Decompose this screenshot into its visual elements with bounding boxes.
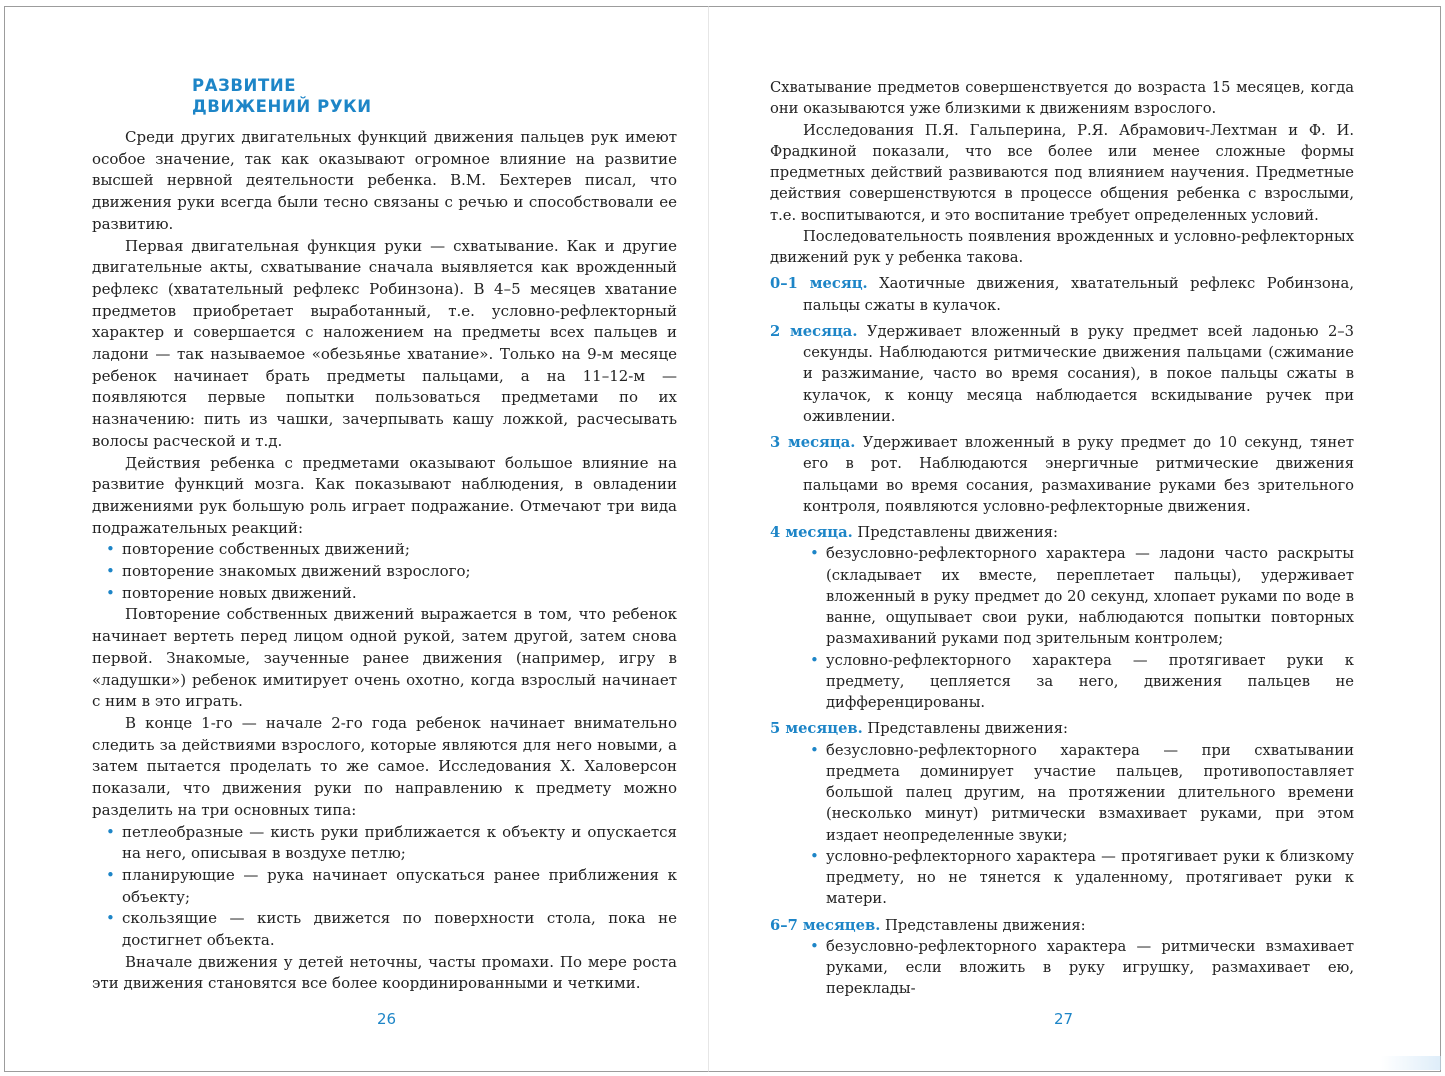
age-label: 0–1 месяц.	[770, 275, 868, 293]
movement-list	[770, 740, 1354, 910]
list-item: • повторение собственных движений;	[122, 539, 677, 561]
corner-shade	[1381, 1056, 1441, 1070]
paragraph: Действия ребенка с предметами оказывают большое влияние на развитие функций мозга. Как показывают наблюдения, в овладении движениями рук большую роль играет подражание. Отмечают три вида подражательных реакций:	[92, 453, 677, 537]
age-entry	[770, 321, 1354, 427]
paragraph: Первая двигательная функция руки — схватывание. Как и другие двигательные акты, схватывание сначала выявляется как врожденный рефлекс (хватательный рефлекс Робинзона). В 4–5 месяцев хватание предметов приобретает выработанный, т.е. условно-рефлекторный характер и совершается с наложением на предметы всех пальцев и ладони — так называемое «обезьянье хватание». Только на 9-м месяце ребенок начинает брать предметы пальцами, а на 11–12-м — появляются первые попытки пользоваться предметами по их назначению: пить из чашки, зачерпывать кашу ложкой, расчесывать волосы расческой и т.д.	[92, 236, 677, 450]
list-item: • условно-рефлекторного характера — протягивает руки к предмету, цепляется за него, движения пальцев не дифференцированы.	[826, 650, 1354, 714]
page-right	[708, 6, 1441, 1072]
age-description: Представлены движения:	[852, 524, 1058, 541]
paragraph: Среди других двигательных функций движения пальцев рук имеют особое значение, так как оказывают огромное влияние на развитие высшей нервной деятельности ребенка. В.М. Бехтерев писал, что движения руки всегда были тесно связаны с речью и способствовали ее развитию.	[92, 128, 677, 233]
age-description: Удерживает вложенный в руку предмет до 10 секунд, тянет его в рот. Наблюдаются энергичные ритмические движения пальцами во время сосания, размахивание руками без зрительного контроля, появляются условно-рефлекторные движения.	[803, 434, 1355, 515]
list-item: • петлеобразные — кисть руки приближается к объекту и опускается на него, описывая в воздухе петлю;	[122, 822, 677, 865]
age-entry	[770, 432, 1354, 517]
age-entry	[770, 273, 1354, 316]
age-label: 3 месяца.	[770, 434, 856, 451]
page-number: 27	[1054, 1010, 1074, 1028]
age-label: 5 месяцев.	[770, 720, 863, 738]
movement-list	[770, 543, 1354, 713]
list-item: • скользящие — кисть движется по поверхности стола, пока не достигнет объекта.	[122, 908, 677, 951]
age-description: Представлены движения:	[862, 720, 1069, 738]
movement-types-list	[92, 822, 677, 952]
age-label: 4 месяца.	[770, 524, 853, 541]
age-description: Удерживает вложенный в руку предмет всей ладонью 2–3 секунды. Наблюдаются ритмические движения пальцами (сжимание и разжимание, часто во время сосания), в покое пальцы сжаты в кулачок, к концу месяца наблюдается вскидывание ручек при оживлении.	[803, 322, 1354, 425]
imitation-list	[92, 539, 677, 604]
age-description: Хаотичные движения, хватательный рефлекс Робинзона, пальцы сжаты в кулачок.	[803, 275, 1354, 314]
paragraph: Повторение собственных движений выражается в том, что ребенок начинает вертеть перед лицом одной рукой, затем другой, затем снова первой. Знакомые, заученные ранее движения (например, игру в «ладушки») ребенок имитирует очень охотно, когда взрослый начинает с ним в это играть.	[92, 605, 677, 711]
list-item: • повторение новых движений.	[122, 583, 677, 605]
paragraph: В конце 1-го — начале 2-го года ребенок начинает внимательно следить за действиями взрослого, которые являются для него новыми, а затем пытается проделать то же самое. Исследования Х. Халоверсон показали, что движения руки по направлению к предмету можно разделить на три основных типа:	[92, 713, 677, 819]
list-item: • повторение знакомых движений взрослого;	[122, 561, 677, 583]
age-entry	[770, 915, 1354, 1000]
paragraph: Вначале движения у детей неточны, часты промахи. По мере роста эти движения становятся все более координированными и четкими.	[92, 952, 677, 993]
page-number: 26	[377, 1010, 397, 1028]
section-heading	[192, 75, 677, 117]
list-item: • условно-рефлекторного характера — протягивает руки к близкому предмету, но не тянется к удаленному, протягивает руки к матери.	[826, 846, 1354, 910]
right-text-column	[770, 77, 1354, 1000]
age-description: Представлены движения:	[880, 916, 1086, 934]
left-text-column	[92, 75, 677, 995]
age-entry	[770, 718, 1354, 909]
heading-line-2: ДВИЖЕНИЙ РУКИ	[192, 97, 372, 116]
paragraph: Исследования П.Я. Гальперина, Р.Я. Абрамович-Лехтман и Ф. И. Фрадкиной показали, что все более или менее сложные формы предметных действий развиваются под влиянием научения. Предметные действия совершенствуются в процессе общения ребенка с взрослыми, т.е. воспитываются, и это воспитание требует определенных условий.	[770, 121, 1354, 224]
list-item: • безусловно-рефлекторного характера — ладони часто раскрыты (складывает их вместе, переплетает пальцы), удерживает вложенный в руку предмет до 20 секунд, хлопает руками по воде в ванне, ощупывает свои руки, наблюдаются попытки повторных размахиваний руками под зрительным контролем;	[826, 543, 1354, 649]
paragraph: Последовательность появления врожденных и условно-рефлекторных движений рук у ребенка такова.	[770, 227, 1354, 266]
paragraph: Схватывание предметов совершенствуется до возраста 15 месяцев, когда они оказываются уже близкими к движениям взрослого.	[770, 79, 1354, 118]
list-item: • планирующие — рука начинает опускаться ранее приближения к объекту;	[122, 865, 677, 908]
age-label: 2 месяца.	[770, 322, 858, 340]
age-entry	[770, 522, 1354, 713]
age-label: 6–7 месяцев.	[770, 916, 881, 934]
list-item: • безусловно-рефлекторного характера — при схватывании предмета доминирует участие пальцев, противопоставляет большой палец другим, на протяжении длительного времени (несколько минут) ритмически взмахивает руками, при этом издает неопределенные звуки;	[826, 740, 1354, 846]
page-left	[4, 6, 708, 1072]
movement-list	[770, 936, 1354, 1000]
list-item: • безусловно-рефлекторного характера — ритмически взмахивает руками, если вложить в руку игрушку, размахивает ею, переклады-	[826, 936, 1354, 1000]
heading-line-1: РАЗВИТИЕ	[192, 76, 297, 95]
